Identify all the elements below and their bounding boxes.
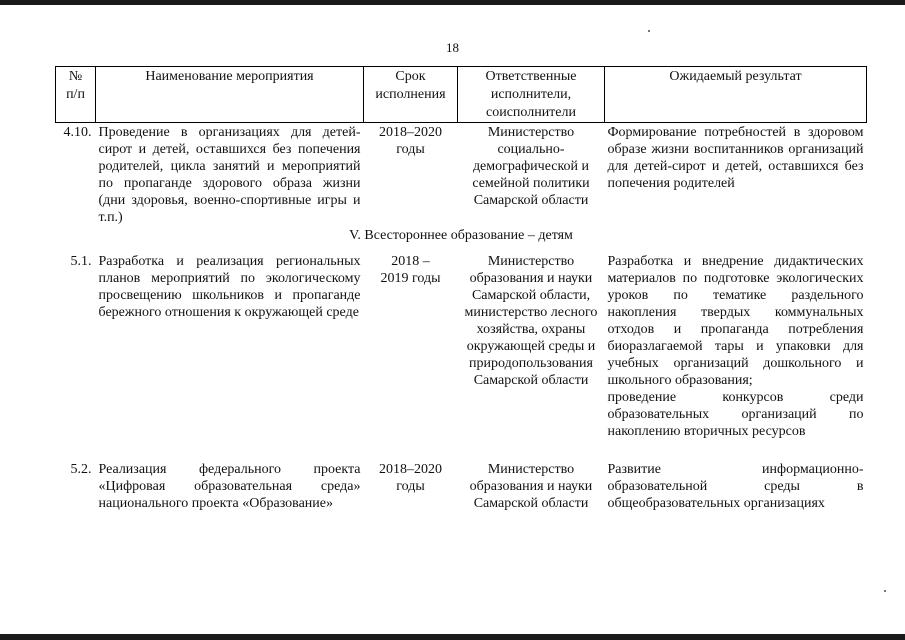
table-row [56, 123, 867, 227]
section-heading-row [56, 226, 867, 253]
header-result: Ожидаемый результат [605, 67, 867, 123]
bottom-border [0, 634, 905, 640]
top-border [0, 0, 905, 5]
row-term: 2018 – 2019 годы [380, 254, 441, 286]
row-term: 2018–2020 годы [379, 462, 442, 494]
row-responsible: Министерство социально-демографической и семейной политики Самарской области [472, 125, 590, 208]
header-term: Срок исполнения [364, 67, 458, 123]
table-row [56, 461, 867, 512]
row-result-part-1: Разработка и внедрение дидактических материалов по подготовке экологических уроков по тематике раздельного накопления твердых коммунальных отходов и пропаганда потребления биоразлагаемой тары и упаковки для учебных организаций дошкольного и школьного образования; [607, 254, 864, 388]
row-spacer [56, 440, 867, 461]
row-result-part-2: проведение конкурсов среди образовательных организаций по накоплению вторичных ресурсов [607, 390, 864, 439]
row-result: Формирование потребностей в здоровом образе жизни воспитанников организаций для детей-сирот и детей, оставшихся без попечения родителей [607, 125, 864, 191]
table-header-row [56, 67, 867, 123]
table-row [56, 253, 867, 440]
row-number: 5.1. [70, 254, 92, 269]
header-number: № п/п [56, 67, 96, 123]
row-number: 4.10. [63, 125, 92, 140]
page-number: 18 [446, 40, 459, 55]
header-name: Наименование мероприятия [96, 67, 364, 123]
scan-speck [884, 590, 886, 592]
row-responsible: Министерство образования и науки Самарской области [469, 462, 593, 511]
row-result: Развитие информационно-образовательной среды в общеобразовательных организациях [607, 462, 864, 511]
row-name: Разработка и реализация региональных планов мероприятий по экологическому просвещению школьников и пропаганде бережного отношения к окружающей среде [98, 254, 361, 320]
row-term: 2018–2020 годы [379, 125, 442, 157]
row-responsible: Министерство образования и науки Самарской области, министерство лесного хозяйства, охраны окружающей среды и природопользования Самарской области [464, 254, 598, 388]
row-name: Проведение в организациях для детей-сирот и детей, оставшихся без попечения родителей, цикла занятий и мероприятий по пропаганде здорового образа жизни (дни здоровья, военно-спортивные игры и т.п.) [98, 125, 361, 225]
row-name: Реализация федерального проекта «Цифровая образовательная среда» национального проекта «Образование» [98, 462, 361, 511]
row-result [605, 253, 867, 440]
header-responsible: Ответственные исполнители, соисполнители [458, 67, 605, 123]
section-title: V. Всестороннее образование – детям [349, 228, 573, 243]
row-number: 5.2. [70, 462, 92, 477]
scan-speck [648, 30, 650, 32]
events-table [55, 66, 867, 512]
